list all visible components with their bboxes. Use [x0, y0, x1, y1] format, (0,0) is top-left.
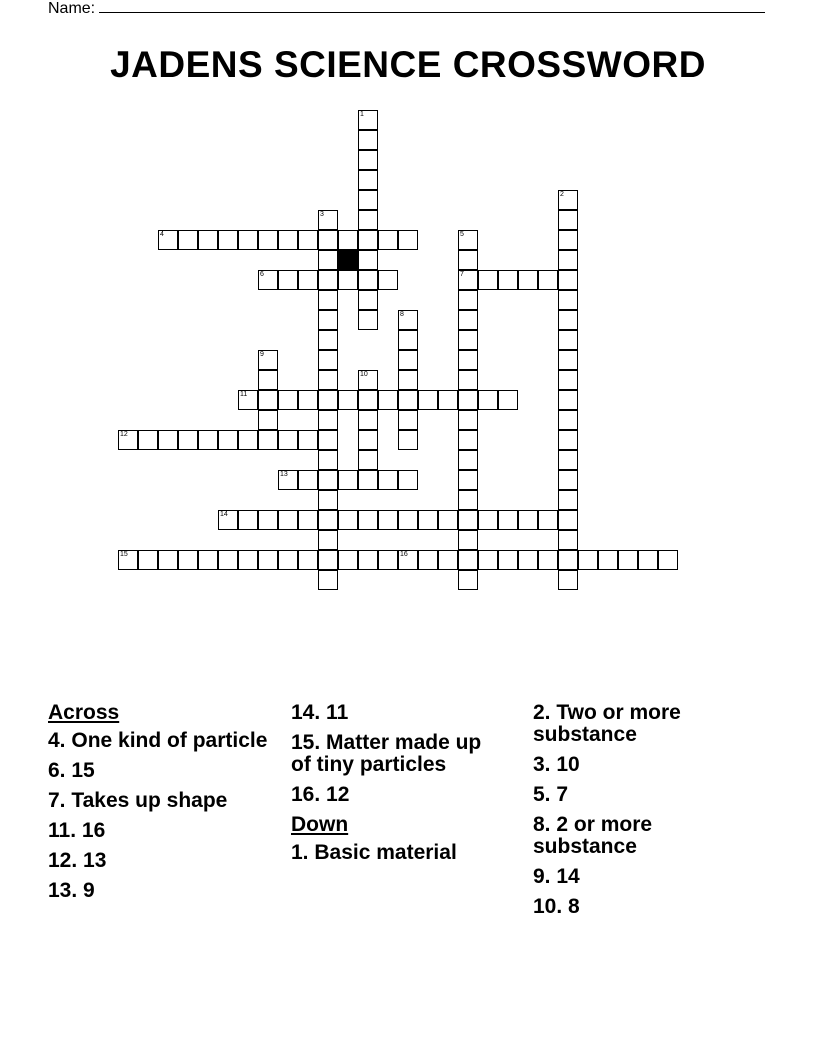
- clue-across-6: 6. 15: [48, 759, 95, 782]
- grid-cell[interactable]: [258, 370, 278, 390]
- grid-cell[interactable]: [498, 510, 518, 530]
- grid-cell[interactable]: [558, 270, 578, 290]
- grid-cell[interactable]: [258, 550, 278, 570]
- grid-cell[interactable]: [458, 410, 478, 430]
- grid-cell[interactable]: [298, 510, 318, 530]
- grid-cell[interactable]: [558, 390, 578, 410]
- cell-number: 7: [460, 271, 464, 278]
- grid-cell[interactable]: [278, 230, 298, 250]
- grid-cell[interactable]: [398, 410, 418, 430]
- clue-down-8: 8. 2 or more substance: [533, 813, 653, 858]
- grid-cell[interactable]: [358, 270, 378, 290]
- grid-cell[interactable]: [458, 570, 478, 590]
- grid-cell[interactable]: [318, 250, 338, 270]
- grid-cell[interactable]: [478, 550, 498, 570]
- grid-cell[interactable]: [258, 410, 278, 430]
- grid-cell[interactable]: [238, 430, 258, 450]
- grid-cell[interactable]: [458, 390, 478, 410]
- grid-cell[interactable]: [418, 510, 438, 530]
- cell-number: 3: [320, 211, 324, 218]
- grid-cell[interactable]: [398, 430, 418, 450]
- grid-cell[interactable]: [318, 550, 338, 570]
- grid-cell[interactable]: [558, 330, 578, 350]
- grid-cell[interactable]: [558, 450, 578, 470]
- grid-cell[interactable]: [198, 230, 218, 250]
- grid-cell[interactable]: [558, 490, 578, 510]
- grid-cell[interactable]: [318, 510, 338, 530]
- cell-number: 16: [400, 551, 408, 558]
- grid-cell[interactable]: [418, 550, 438, 570]
- grid-cell[interactable]: [558, 470, 578, 490]
- grid-cell[interactable]: [358, 370, 378, 390]
- grid-block: [338, 250, 358, 270]
- grid-cell[interactable]: [318, 330, 338, 350]
- cell-number: 15: [120, 551, 128, 558]
- cell-number: 1: [360, 111, 364, 118]
- grid-cell[interactable]: [558, 350, 578, 370]
- grid-cell[interactable]: [358, 510, 378, 530]
- grid-cell[interactable]: [558, 230, 578, 250]
- grid-cell[interactable]: [198, 550, 218, 570]
- grid-cell[interactable]: [458, 270, 478, 290]
- grid-cell[interactable]: [258, 510, 278, 530]
- grid-cell[interactable]: [458, 230, 478, 250]
- grid-cell[interactable]: [458, 370, 478, 390]
- clue-column-2: [291, 702, 506, 872]
- grid-cell[interactable]: [538, 550, 558, 570]
- grid-cell[interactable]: [618, 550, 638, 570]
- cell-number: 8: [400, 311, 404, 318]
- grid-cell[interactable]: [258, 390, 278, 410]
- grid-cell[interactable]: [358, 410, 378, 430]
- grid-cell[interactable]: [258, 270, 278, 290]
- clue-down-10: 10. 8: [533, 895, 580, 918]
- clue-across-14: 14. 11: [291, 701, 349, 724]
- clue-column-3: [533, 702, 753, 926]
- grid-cell[interactable]: [458, 290, 478, 310]
- grid-cell[interactable]: [358, 230, 378, 250]
- grid-cell[interactable]: [538, 270, 558, 290]
- grid-cell[interactable]: [358, 390, 378, 410]
- grid-cell[interactable]: [338, 230, 358, 250]
- grid-cell[interactable]: [118, 550, 138, 570]
- grid-cell[interactable]: [218, 230, 238, 250]
- grid-cell[interactable]: [418, 390, 438, 410]
- grid-cell[interactable]: [238, 390, 258, 410]
- grid-cell[interactable]: [338, 510, 358, 530]
- clue-across-11: 11. 16: [48, 819, 106, 842]
- grid-cell[interactable]: [558, 550, 578, 570]
- cell-number: 4: [160, 231, 164, 238]
- grid-cell[interactable]: [358, 110, 378, 130]
- cell-number: 11: [240, 391, 248, 398]
- grid-cell[interactable]: [358, 430, 378, 450]
- clue-column-1: [48, 702, 278, 910]
- grid-cell[interactable]: [338, 470, 358, 490]
- grid-cell[interactable]: [178, 230, 198, 250]
- grid-cell[interactable]: [358, 450, 378, 470]
- cell-number: 12: [120, 431, 128, 438]
- grid-cell[interactable]: [458, 490, 478, 510]
- grid-cell[interactable]: [558, 290, 578, 310]
- grid-cell[interactable]: [318, 470, 338, 490]
- clue-across-4: 4. One kind of particle: [48, 729, 268, 752]
- grid-cell[interactable]: [278, 270, 298, 290]
- grid-cell[interactable]: [518, 510, 538, 530]
- grid-cell[interactable]: [458, 510, 478, 530]
- grid-cell[interactable]: [378, 270, 398, 290]
- grid-cell[interactable]: [298, 470, 318, 490]
- grid-cell[interactable]: [378, 230, 398, 250]
- cell-number: 14: [220, 511, 228, 518]
- clue-across-7: 7. Takes up shape: [48, 789, 228, 812]
- clue-down-1: 1. Basic material: [291, 841, 457, 864]
- grid-cell[interactable]: [378, 390, 398, 410]
- grid-cell[interactable]: [218, 510, 238, 530]
- grid-cell[interactable]: [318, 490, 338, 510]
- grid-cell[interactable]: [318, 290, 338, 310]
- grid-cell[interactable]: [318, 530, 338, 550]
- grid-cell[interactable]: [238, 230, 258, 250]
- grid-cell[interactable]: [398, 330, 418, 350]
- clue-across-13: 13. 9: [48, 879, 95, 902]
- grid-cell[interactable]: [118, 430, 138, 450]
- grid-cell[interactable]: [498, 390, 518, 410]
- grid-cell[interactable]: [658, 550, 678, 570]
- grid-cell[interactable]: [318, 430, 338, 450]
- grid-cell[interactable]: [298, 270, 318, 290]
- grid-cell[interactable]: [318, 350, 338, 370]
- grid-cell[interactable]: [338, 390, 358, 410]
- grid-cell[interactable]: [318, 570, 338, 590]
- grid-cell[interactable]: [258, 350, 278, 370]
- grid-cell[interactable]: [198, 430, 218, 450]
- grid-cell[interactable]: [278, 470, 298, 490]
- clue-across-12: 12. 13: [48, 849, 107, 872]
- clue-across-16: 16. 12: [291, 783, 350, 806]
- grid-cell[interactable]: [498, 550, 518, 570]
- grid-cell[interactable]: [238, 510, 258, 530]
- grid-cell[interactable]: [458, 310, 478, 330]
- grid-cell[interactable]: [278, 430, 298, 450]
- grid-cell[interactable]: [458, 350, 478, 370]
- grid-cell[interactable]: [498, 270, 518, 290]
- clue-down-5: 5. 7: [533, 783, 569, 806]
- grid-cell[interactable]: [458, 530, 478, 550]
- cell-number: 6: [260, 271, 264, 278]
- grid-cell[interactable]: [398, 370, 418, 390]
- grid-cell[interactable]: [358, 150, 378, 170]
- across-heading: Across: [48, 701, 120, 724]
- grid-cell[interactable]: [278, 390, 298, 410]
- grid-cell[interactable]: [398, 230, 418, 250]
- grid-cell[interactable]: [458, 250, 478, 270]
- grid-cell[interactable]: [458, 470, 478, 490]
- grid-cell[interactable]: [298, 230, 318, 250]
- grid-cell[interactable]: [458, 430, 478, 450]
- grid-cell[interactable]: [558, 430, 578, 450]
- grid-cell[interactable]: [338, 270, 358, 290]
- grid-cell[interactable]: [358, 250, 378, 270]
- grid-cell[interactable]: [178, 550, 198, 570]
- cell-number: 2: [560, 191, 564, 198]
- grid-cell[interactable]: [558, 370, 578, 390]
- grid-cell[interactable]: [298, 390, 318, 410]
- grid-cell[interactable]: [318, 370, 338, 390]
- grid-cell[interactable]: [358, 190, 378, 210]
- grid-cell[interactable]: [478, 270, 498, 290]
- grid-cell[interactable]: [538, 510, 558, 530]
- page-title: JADENS SCIENCE CROSSWORD: [110, 44, 706, 85]
- cell-number: 10: [360, 371, 368, 378]
- grid-cell[interactable]: [258, 230, 278, 250]
- clue-across-15: 15. Matter made up of tiny particles: [291, 731, 482, 776]
- grid-cell[interactable]: [358, 210, 378, 230]
- grid-cell[interactable]: [458, 450, 478, 470]
- grid-cell[interactable]: [458, 550, 478, 570]
- cell-number: 5: [460, 231, 464, 238]
- grid-cell[interactable]: [558, 530, 578, 550]
- grid-cell[interactable]: [438, 510, 458, 530]
- grid-cell[interactable]: [518, 270, 538, 290]
- cell-number: 9: [260, 351, 264, 358]
- grid-cell[interactable]: [218, 430, 238, 450]
- grid-cell[interactable]: [558, 250, 578, 270]
- clue-down-2: 2. Two or more substance: [533, 701, 681, 746]
- grid-cell[interactable]: [318, 450, 338, 470]
- grid-cell[interactable]: [158, 430, 178, 450]
- grid-cell[interactable]: [378, 470, 398, 490]
- grid-cell[interactable]: [458, 330, 478, 350]
- grid-cell[interactable]: [278, 510, 298, 530]
- grid-cell[interactable]: [178, 430, 198, 450]
- name-label: Name:: [48, 0, 96, 17]
- grid-cell[interactable]: [358, 550, 378, 570]
- grid-cell[interactable]: [338, 550, 358, 570]
- grid-cell[interactable]: [378, 510, 398, 530]
- grid-cell[interactable]: [158, 550, 178, 570]
- grid-cell[interactable]: [238, 550, 258, 570]
- grid-cell[interactable]: [138, 430, 158, 450]
- grid-cell[interactable]: [318, 270, 338, 290]
- grid-cell[interactable]: [478, 510, 498, 530]
- grid-cell[interactable]: [638, 550, 658, 570]
- grid-cell[interactable]: [138, 550, 158, 570]
- grid-cell[interactable]: [318, 310, 338, 330]
- cell-number: 13: [280, 471, 288, 478]
- grid-cell[interactable]: [398, 310, 418, 330]
- down-heading: Down: [291, 813, 349, 836]
- grid-cell[interactable]: [518, 550, 538, 570]
- grid-cell[interactable]: [578, 550, 598, 570]
- grid-cell[interactable]: [318, 210, 338, 230]
- grid-cell[interactable]: [438, 390, 458, 410]
- grid-cell[interactable]: [558, 570, 578, 590]
- grid-cell[interactable]: [318, 410, 338, 430]
- grid-cell[interactable]: [318, 230, 338, 250]
- grid-cell[interactable]: [438, 550, 458, 570]
- clue-down-9: 9. 14: [533, 865, 580, 888]
- grid-cell[interactable]: [318, 390, 338, 410]
- grid-cell[interactable]: [378, 550, 398, 570]
- grid-cell[interactable]: [298, 550, 318, 570]
- grid-cell[interactable]: [358, 310, 378, 330]
- grid-cell[interactable]: [298, 430, 318, 450]
- grid-cell[interactable]: [358, 290, 378, 310]
- grid-cell[interactable]: [558, 190, 578, 210]
- grid-cell[interactable]: [558, 210, 578, 230]
- grid-cell[interactable]: [258, 430, 278, 450]
- grid-cell[interactable]: [398, 470, 418, 490]
- grid-cell[interactable]: [558, 310, 578, 330]
- grid-cell[interactable]: [558, 410, 578, 430]
- grid-cell[interactable]: [358, 470, 378, 490]
- grid-cell[interactable]: [398, 390, 418, 410]
- clue-down-3: 3. 10: [533, 753, 580, 776]
- grid-cell[interactable]: [358, 170, 378, 190]
- grid-cell[interactable]: [398, 350, 418, 370]
- grid-cell[interactable]: [598, 550, 618, 570]
- grid-cell[interactable]: [278, 550, 298, 570]
- grid-cell[interactable]: [398, 510, 418, 530]
- grid-cell[interactable]: [158, 230, 178, 250]
- grid-cell[interactable]: [218, 550, 238, 570]
- grid-cell[interactable]: [558, 510, 578, 530]
- grid-cell[interactable]: [358, 130, 378, 150]
- grid-cell[interactable]: [478, 390, 498, 410]
- grid-cell[interactable]: [398, 550, 418, 570]
